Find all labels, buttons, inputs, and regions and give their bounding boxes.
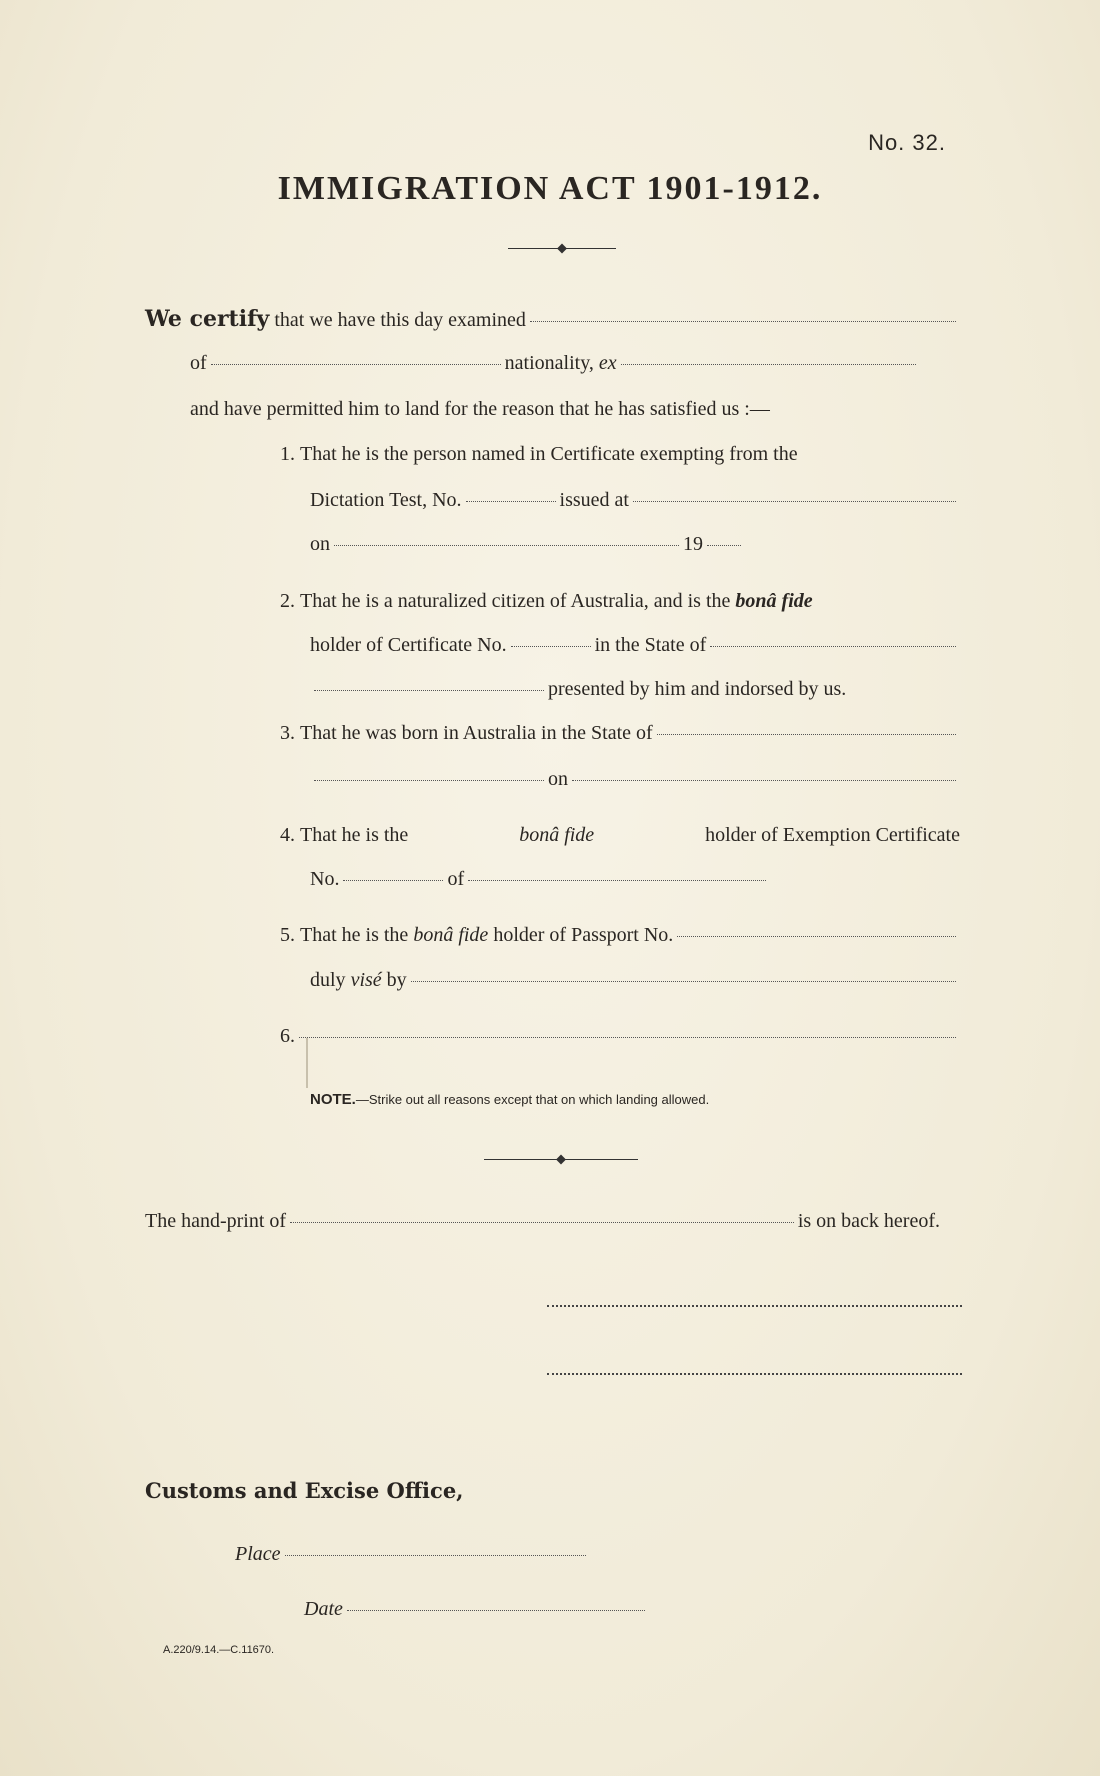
certify-text: that we have this day examined [274,309,526,331]
place-line [235,1543,590,1566]
date-on-field[interactable] [334,545,679,546]
reason-2-number: 2. [280,590,295,612]
reason-1-line-a [280,443,960,466]
certify-line [145,306,960,332]
duly-label: duly [310,969,346,991]
reason-4-line-a [280,824,960,847]
reason-3-line-b [310,768,960,791]
vise-by-field[interactable] [411,981,956,982]
date-line [304,1598,649,1621]
certify-lead: We certify [145,306,270,332]
office-title: Customs and Excise Office, [145,1478,464,1503]
vise-label: visé [350,969,382,991]
handprint-name-field[interactable] [290,1222,794,1223]
reason-4-number: 4. [280,824,295,846]
note-text: —Strike out all reasons except that on which landing allowed. [355,1092,710,1107]
issued-at-field[interactable] [633,501,956,502]
reason-1-line-c [310,533,745,556]
form-title: IMMIGRATION ACT 1901-1912. [277,170,823,207]
state-field[interactable] [710,646,956,647]
born-place-field[interactable] [314,780,544,781]
handprint-label-b: is on back hereof. [797,1210,940,1232]
born-state-field[interactable] [657,734,956,735]
issued-at-label: issued at [559,489,629,511]
reason-1-number: 1. [280,443,295,465]
date-field[interactable] [347,1610,645,1611]
ex-ship-field[interactable] [621,364,916,365]
reason-3-number: 3. [280,722,295,744]
title-divider [508,248,616,249]
note-line [310,1091,709,1108]
exemption-no-field[interactable] [343,880,443,881]
reason-5-text: That he is the [300,924,409,946]
place-label: Place [235,1543,281,1565]
year-label: 19 [683,533,703,555]
reason-4-line-b [310,868,770,891]
date-label: Date [304,1598,343,1620]
by-label: by [386,969,407,991]
of-field[interactable] [211,364,501,365]
bona-fide-2: bonâ fide [735,590,813,612]
in-state-label: in the State of [594,634,707,656]
reason-2-line-a [280,590,960,613]
reason-6-field[interactable] [299,1037,956,1038]
reason-6-number: 6. [280,1025,295,1047]
form-number: No. 32. [868,130,946,155]
dictation-label: Dictation Test, No. [310,489,462,511]
handprint-label: The hand-print of [145,1210,287,1232]
signature-line-1[interactable] [547,1305,962,1307]
on-label: on [310,533,330,555]
reason-2-line-c [310,678,960,701]
exemption-no-label: No. [310,868,340,890]
presented-label: presented by him and indorsed by us. [548,678,847,700]
exemption-of-field[interactable] [468,880,766,881]
dictation-no-field[interactable] [466,501,556,502]
nationality-line [190,352,920,375]
exemption-label: holder of Exemption Certificate [705,824,960,846]
margin-mark [306,1038,308,1088]
reason-3-line-a [280,722,960,745]
certificate-no-field[interactable] [511,646,591,647]
reason-6-line [280,1025,960,1048]
reason-2-line-b [310,634,960,657]
bona-fide-5: bonâ fide [413,924,489,946]
footer-code: A.220/9.14.—C.11670. [163,1644,275,1656]
reason-1-text: That he is the person named in Certificate exempting from the [300,443,798,465]
reason-4-text: That he is the [300,824,409,846]
nationality-label: nationality, [504,352,594,374]
reason-5-line-b [310,969,960,992]
born-date-field[interactable] [572,780,956,781]
handprint-line [145,1210,940,1233]
passport-label: holder of Passport No. [493,924,674,946]
permitted-line: and have permitted him to land for the reason that he has satisfied us :— [190,398,770,420]
middle-divider [484,1159,638,1160]
signature-line-2[interactable] [547,1373,962,1375]
holder-cert-label: holder of Certificate No. [310,634,507,656]
note-label: NOTE. [310,1091,356,1108]
reason-2-text: That he is a naturalized citizen of Australia, and is the [300,590,731,612]
bona-fide-4: bonâ fide [519,824,595,846]
passport-no-field[interactable] [677,936,956,937]
place-field[interactable] [285,1555,586,1556]
exemption-of-label: of [447,868,465,890]
reason-3-text: That he was born in Australia in the State of [300,722,653,744]
of-label: of [190,352,207,374]
presented-field[interactable] [314,690,544,691]
reason-5-line-a [280,924,960,947]
reason-1-line-b [310,489,960,512]
year-field[interactable] [707,545,741,546]
examined-name-field[interactable] [530,321,956,322]
reason-5-number: 5. [280,924,295,946]
ex-label: ex [598,352,617,374]
born-on-label: on [548,768,568,790]
